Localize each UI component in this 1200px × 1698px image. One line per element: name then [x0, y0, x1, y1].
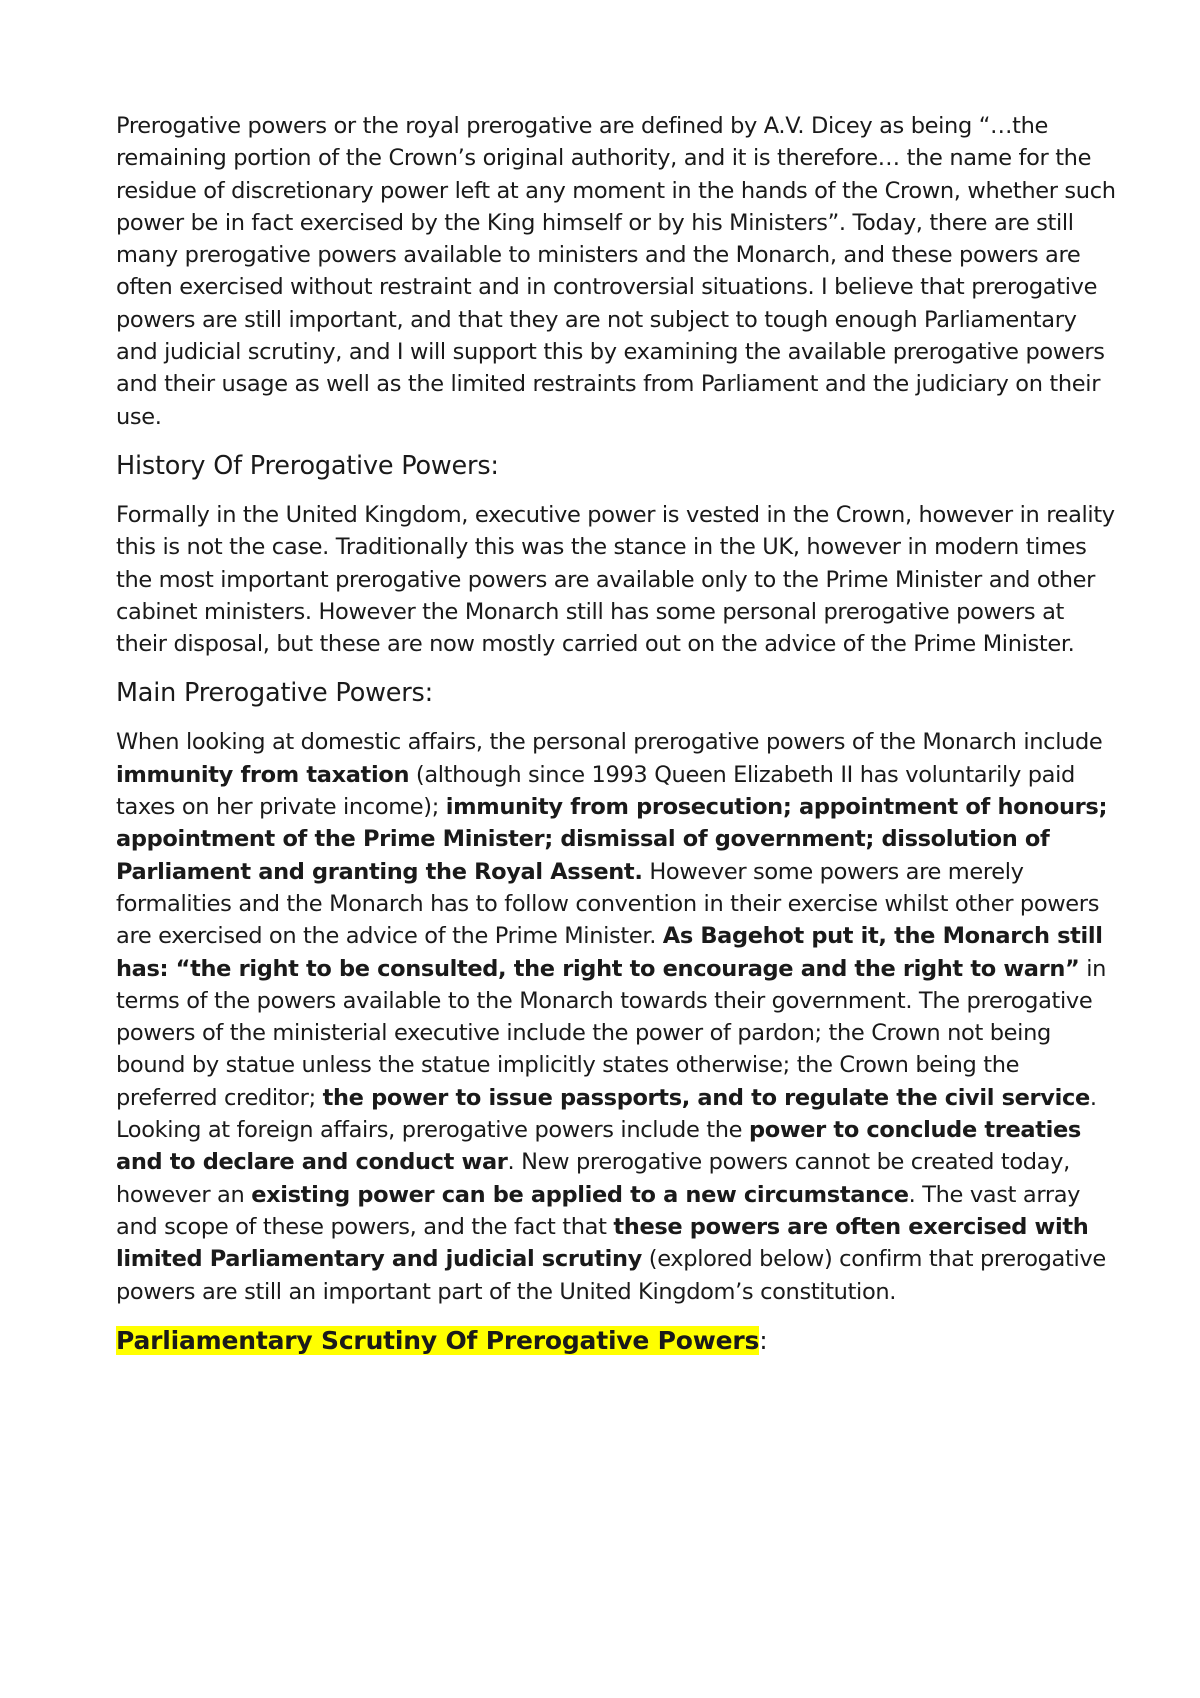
heading-colon: :: [759, 1325, 768, 1355]
history-heading: History Of Prerogative Powers:: [116, 450, 499, 481]
main-text-segment: When looking at domestic affairs, the personal prerogative powers of the Monarch include: [116, 729, 1103, 756]
document-page: [116, 110, 1116, 1374]
main-text-bold-segment: immunity from taxation: [116, 761, 410, 788]
parliamentary-scrutiny-heading: [116, 1323, 1116, 1359]
main-text-bold-segment: power to conclude treaties and to declare and conduct war: [116, 1117, 1081, 1176]
main-text-segment: . New prerogative powers cannot be created today, however an: [116, 1149, 1070, 1208]
main-powers-paragraph: [116, 726, 1116, 1307]
highlighted-heading-text: Parliamentary Scrutiny Of Prerogative Powers: [116, 1325, 760, 1355]
main-text-segment: . The vast array and scope of these powers, and the fact that: [116, 1181, 1081, 1240]
main-text-segment: (explored below) confirm that prerogative powers are still an important part of the United Kingdom’s constitution.: [116, 1246, 1106, 1305]
history-paragraph: Formally in the United Kingdom, executive power is vested in the Crown, however in reality this is not the case. Traditionally this was the stance in the UK, however in modern times the most important prerogative powers are available only to the Prime Minister and other cabinet ministers. However the Monarch still has some personal prerogative powers at their disposal, but these are now mostly carried out on the advice of the Prime Minister.: [116, 501, 1115, 658]
main-text-bold-segment: the power to issue passports, and to regulate the civil service: [322, 1084, 1090, 1111]
main-text-segment: (although since 1993 Queen Elizabeth II has voluntarily paid taxes on her private income);: [116, 761, 1075, 821]
intro-paragraph: Prerogative powers or the royal prerogative are defined by A.V. Dicey as being “…the remaining portion of the Crown’s original authority, and it is therefore… the name for the residue of discretionary power left at any moment in the hands of the Crown, whether such power be in fact exercised by the King himself or by his Ministers”. Today, there are still many prerogative powers available to ministers and the Monarch, and these powers are often exercised without restraint and in controversial situations. I believe that prerogative powers are still important, and that they are not subject to tough enough Parliamentary and judicial scrutiny, and I will support this by examining the available prerogative powers and their usage as well as the limited restraints from Parliament and the judiciary on their use.: [116, 113, 1116, 430]
main-text-bold-segment: existing power can be applied to a new circumstance: [251, 1181, 909, 1208]
main-text-bold-segment: immunity from prosecution; appointment of honours; appointment of the Prime Minister; dismissal of government; dissolution of Parliament and granting the Royal Assent.: [116, 794, 1108, 885]
main-text-bold-segment: As Bagehot put it, the Monarch still has: “the right to be consulted, the right to encourage and the right to warn”: [116, 923, 1103, 982]
main-powers-heading: Main Prerogative Powers:: [116, 678, 434, 709]
main-text-segment: in terms of the powers available to the Monarch towards their government. The prerogative powers of the ministerial executive include the power of pardon; the Crown not being bound by statue unless the statue implicitly states otherwise; the Crown being the preferred creditor;: [116, 955, 1107, 1111]
main-text-bold-segment: these powers are often exercised with limited Parliamentary and judicial scrutiny: [116, 1213, 1089, 1273]
main-text-segment: However some powers are merely formalities and the Monarch has to follow convention in their exercise whilst other powers are exercised on the advice of the Prime Minister.: [116, 858, 1100, 950]
main-text-segment: . Looking at foreign affairs, prerogative powers include the: [116, 1084, 1097, 1144]
